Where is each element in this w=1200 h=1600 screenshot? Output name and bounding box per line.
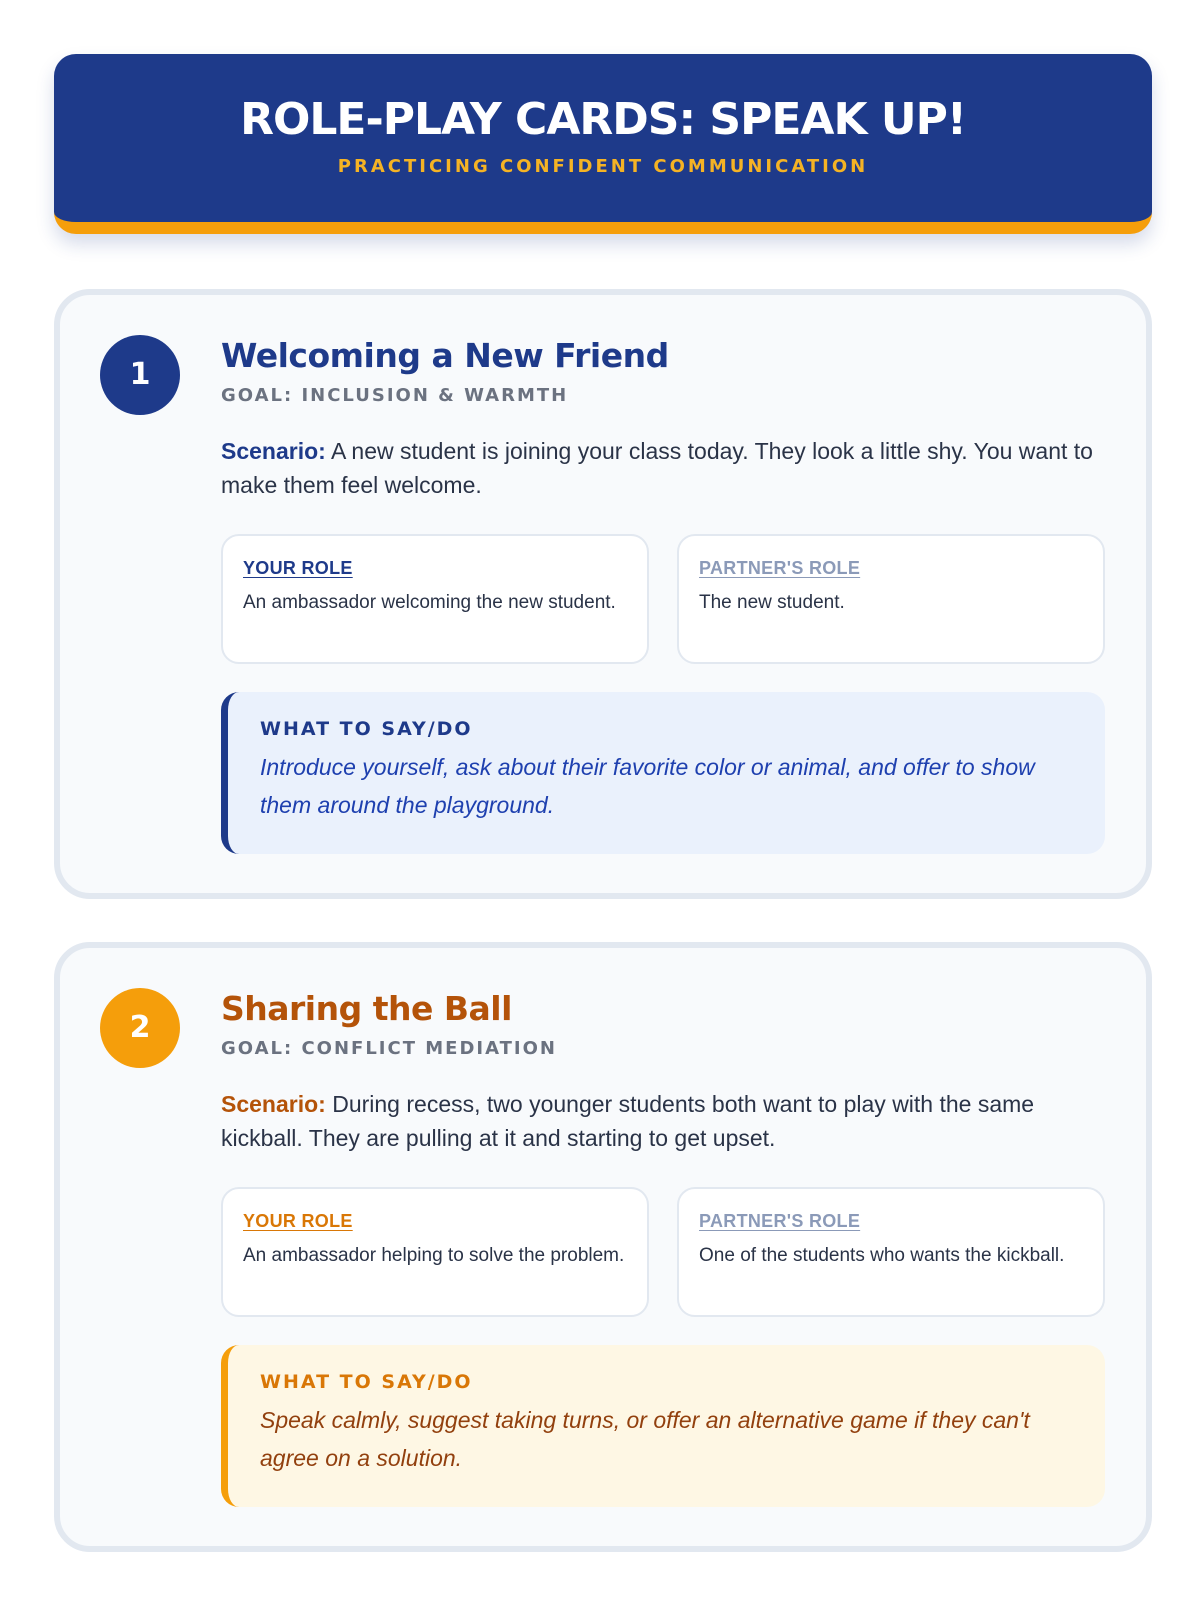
what-to-say-text: Speak calmly, suggest taking turns, or offer an alternative game if they can't agree on a solution. [260,1407,1030,1471]
page-subtitle: PRACTICING CONFIDENT COMMUNICATION [337,156,869,177]
partner-role-box [677,1187,1105,1317]
card-scenario [221,1087,1105,1155]
partner-role-label: PARTNER'S ROLE [699,558,861,578]
your-role-box [221,534,649,664]
card-content [221,988,1105,1507]
card-content [221,335,1105,854]
scenario-text: During recess, two younger students both want to play with the same kickball. They are pulling at it and starting to get upset. [221,1091,1035,1151]
what-to-say-box [221,692,1105,854]
your-role-text: An ambassador welcoming the new student. [243,592,616,613]
roles-row [221,1187,1105,1317]
what-to-say-box [221,1345,1105,1507]
what-to-say-text: Introduce yourself, ask about their favorite color or animal, and offer to show them around the playground. [260,754,1035,818]
what-to-say-label: WHAT TO SAY/DO [260,718,473,740]
partner-role-label: PARTNER'S ROLE [699,1211,861,1231]
card-title: Sharing the Ball [221,989,512,1028]
partner-role-text: The new student. [699,592,845,613]
page-header [54,54,1152,234]
scenario-text: A new student is joining your class today. They look a little shy. You want to make them feel welcome. [221,438,1093,498]
card-number-badge: 2 [100,988,180,1068]
your-role-box [221,1187,649,1317]
partner-role-box [677,534,1105,664]
card-number-badge: 1 [100,335,180,415]
card-goal: GOAL: CONFLICT MEDIATION [221,1038,557,1059]
your-role-text: An ambassador helping to solve the problem. [243,1245,625,1266]
what-to-say-label: WHAT TO SAY/DO [260,1371,473,1393]
page-title: ROLE-PLAY CARDS: SPEAK UP! [240,94,966,145]
partner-role-text: One of the students who wants the kickball. [699,1245,1065,1266]
role-play-card-2 [54,942,1152,1552]
roles-row [221,534,1105,664]
card-goal: GOAL: INCLUSION & WARMTH [221,385,569,406]
your-role-label: YOUR ROLE [243,558,353,578]
scenario-label: Scenario: [221,1091,326,1117]
role-play-card-1 [54,289,1152,899]
scenario-label: Scenario: [221,438,326,464]
card-scenario [221,434,1105,502]
your-role-label: YOUR ROLE [243,1211,353,1231]
card-title: Welcoming a New Friend [221,336,669,375]
